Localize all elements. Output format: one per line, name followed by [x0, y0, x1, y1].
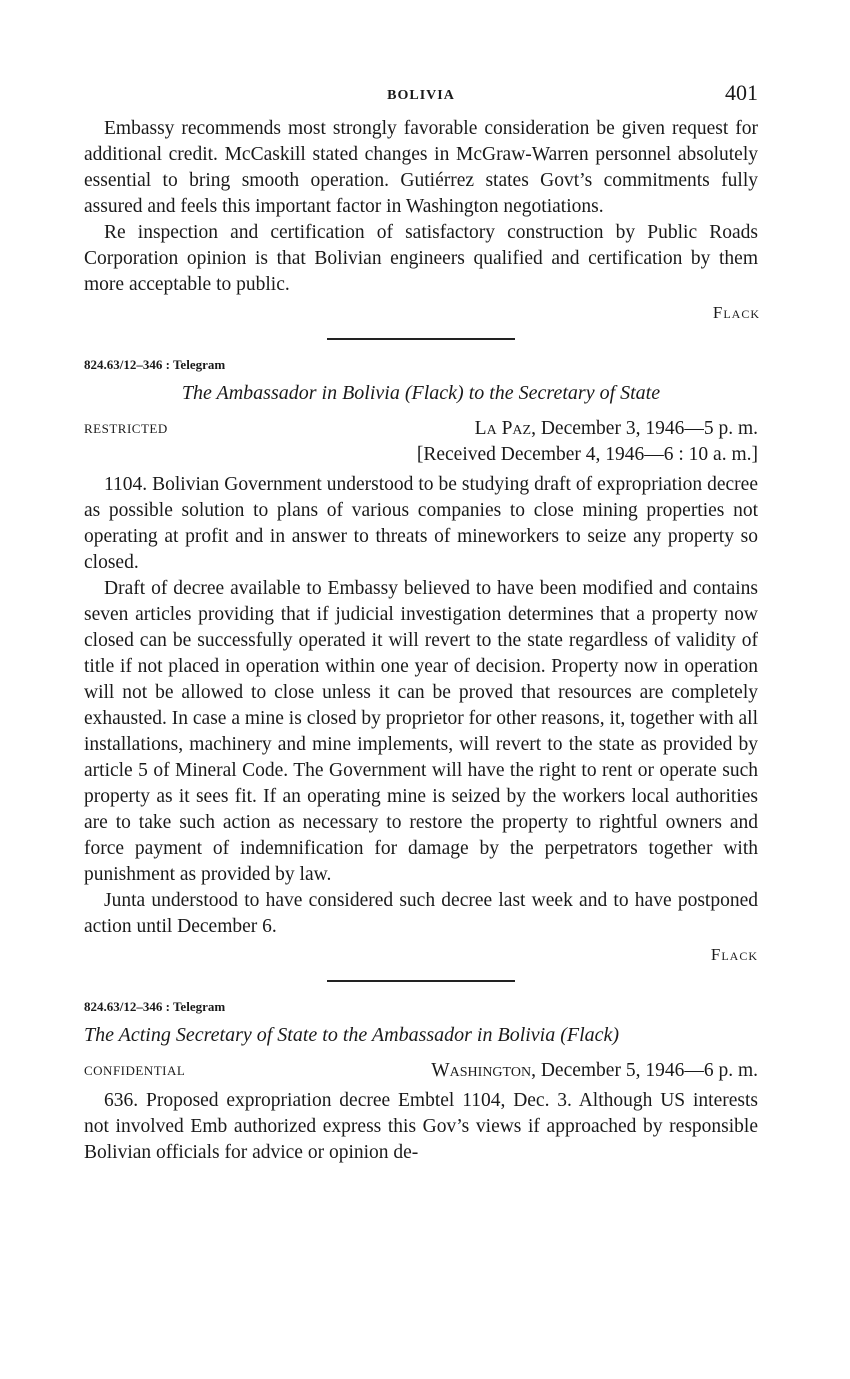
date: , December 5, 1946—6 p. m.	[531, 1060, 758, 1081]
section-divider	[327, 338, 515, 340]
document-page	[84, 78, 758, 1166]
file-reference: 824.63/12–346 : Telegram	[84, 357, 226, 372]
classification-label: RESTRICTED	[84, 421, 168, 436]
signature: Flack	[710, 945, 758, 964]
paragraph: Draft of decree available to Embassy believed to have been modified and contains seven articles providing that if judicial investigation determines that a property now closed can be successfully operated it will revert to the state regardless of validity of title if not placed in operation within one year of decision. Property now in operation will not be allowed to close unless it can be proved that resources are completely exhausted. In case a mine is closed by proprietor for other reasons, it, together with all installations, machinery and mine implements, will revert to the state as provided by article 5 of Mineral Code. The Government will have the right to rent or operate such property as it sees fit. If an operating mine is seized by the workers local authorities are to take such action as necessary to restore the property to rightful owners and force payment of indemnification for damage by the perpetrators together with punishment as provided by law.	[84, 578, 758, 885]
telegram-washington	[84, 998, 758, 1166]
telegram-la-paz	[84, 356, 758, 968]
received-line: [Received December 4, 1946—6 : 10 a. m.]	[416, 444, 758, 465]
place-date	[431, 1058, 758, 1084]
running-head	[84, 78, 758, 110]
page-number: 401	[725, 80, 758, 105]
section-continued-telegram	[84, 116, 758, 326]
paragraph: Re inspection and certification of satisfactory construction by Public Roads Corporation opinion is that Bolivian engineers qualified and certification by them more acceptable to public.	[84, 222, 758, 295]
paragraph: 636. Proposed expropriation decree Embtel 1104, Dec. 3. Although US interests not involved Emb authorized express this Gov’s views if approached by responsible Bolivian officials for advice or opinion de-	[84, 1090, 758, 1163]
paragraph: 1104. Bolivian Government understood to be studying draft of expropriation decree as possible solution to plans of various companies to close mining properties not operating at profit and in answer to threats of mineworkers to seize any property so closed.	[84, 474, 758, 573]
document-heading: The Ambassador in Bolivia (Flack) to the Secretary of State	[181, 382, 661, 404]
classification-label: CONFIDENTIAL	[84, 1063, 186, 1078]
document-heading: The Acting Secretary of State to the Ambassador in Bolivia (Flack)	[84, 1024, 620, 1046]
file-reference: 824.63/12–346 : Telegram	[84, 999, 226, 1014]
place: La Paz	[474, 418, 532, 439]
paragraph: Junta understood to have considered such decree last week and to have postponed action until December 6.	[84, 890, 758, 937]
signature: Flack	[712, 303, 760, 322]
section-divider	[327, 980, 515, 982]
running-head-title: BOLIVIA	[387, 88, 455, 103]
dateline	[84, 416, 758, 442]
place-date	[475, 416, 758, 442]
paragraph: Embassy recommends most strongly favorable consideration be given request for additional credit. McCaskill stated changes in McGraw-Warren personnel absolutely essential to bring smooth operation. Gutiérrez states Govt’s commitments fully assured and feels this important factor in Washington negotiations.	[84, 118, 758, 217]
place: Washington	[431, 1060, 532, 1081]
dateline	[84, 1058, 758, 1084]
date: , December 3, 1946—5 p. m.	[531, 418, 758, 439]
